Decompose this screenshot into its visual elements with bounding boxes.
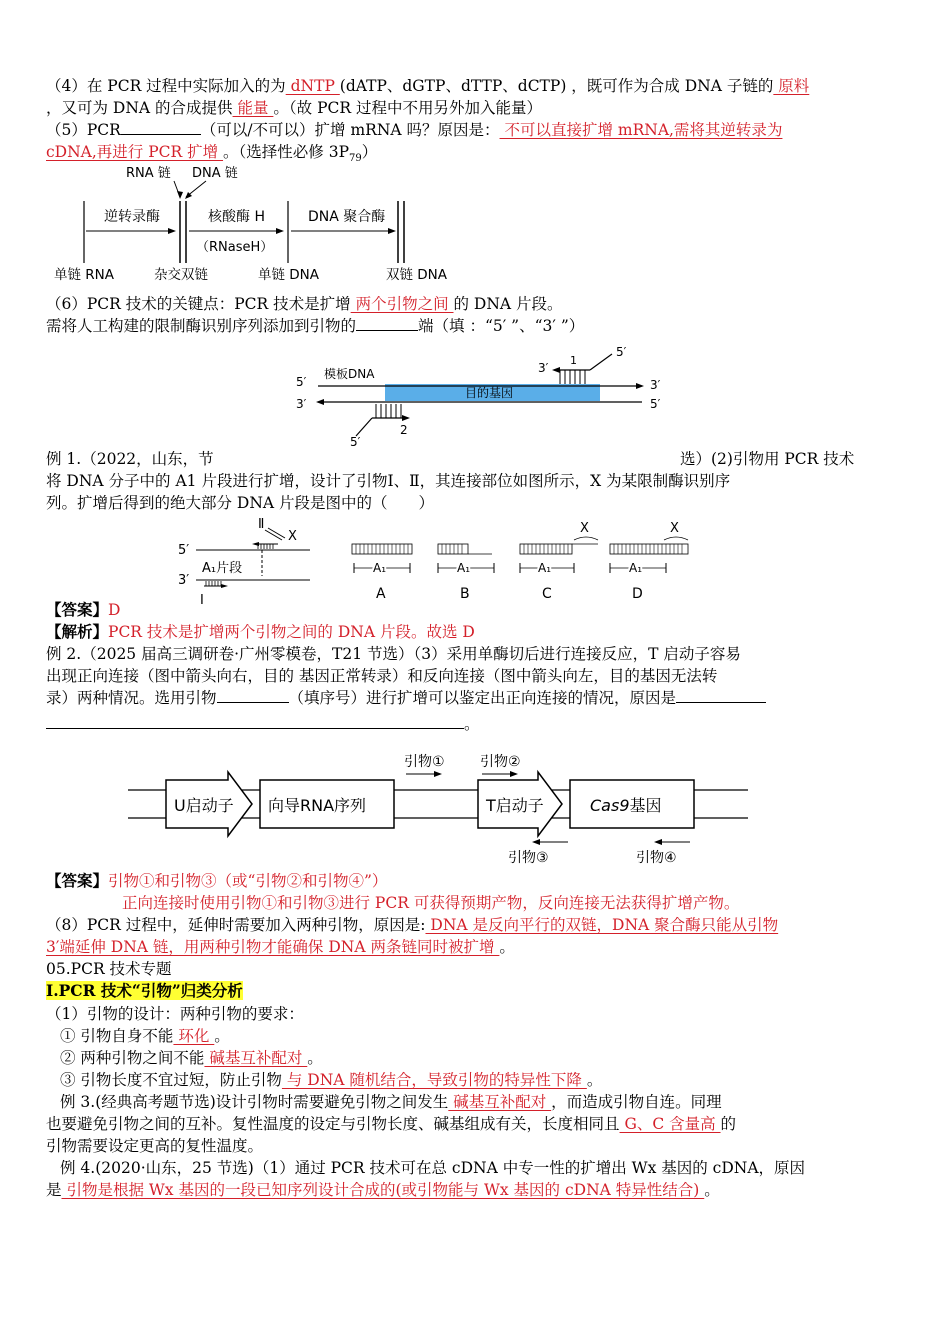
design-intro: （1）引物的设计：两种引物的要求： (46, 1005, 304, 1023)
fill-blank (46, 714, 464, 729)
ex2-line4: 。 (46, 713, 480, 735)
fill-blank (356, 316, 418, 331)
answer-energy: 能量 (232, 99, 274, 117)
ex2-answer: 【答案】引物①和引物③（或“引物②和引物④”） (46, 871, 388, 890)
ex1-figure (170, 514, 700, 606)
primer1-3-end: 3′ (538, 361, 549, 375)
option-d-a1: A₁ (629, 561, 643, 575)
fill-blank (676, 688, 766, 703)
primer-2-label: 引物② (480, 754, 521, 770)
a1-fragment-label: A₁片段 (202, 561, 243, 576)
primer-1-label: 引物① (404, 754, 445, 770)
ex1-explanation: 【解析】PCR 技术是扩增两个引物之间的 DNA 片段。故选 D (46, 622, 475, 641)
answer-cdna-pcr: cDNA,再进行 PCR 扩增 (46, 143, 224, 161)
state-single-rna: 单链 RNA (54, 267, 115, 283)
q8-line2: 3′端延伸 DNA 链，用两种引物才能确保 DNA 两条链同时被扩增 。 (46, 938, 515, 956)
design-item-2: ② 两种引物之间不能 碱基互补配对 。 (60, 1049, 323, 1067)
answer-reverse-transcribe: 不可以直接扩增 mRNA,需将其逆转录为 (499, 121, 783, 139)
u-promoter-label: U启动子 (174, 796, 234, 815)
ex2-line2: 出现正向连接（图中箭头向右，目的 基因正常转录）和反向连接（图中箭头向左，目的基因无法转 (46, 667, 718, 685)
ex3-line1: 例 3.(经典高考题节选)设计引物时需要避免引物之间发生 碱基互补配对 ，而造成引物自连。同理 (60, 1093, 722, 1111)
option-b-fragment (438, 544, 494, 602)
dna-chain-label: DNA 链 (192, 166, 238, 181)
option-d-x: X (670, 521, 679, 536)
ex2-vector-figure (128, 748, 748, 870)
option-b-a1: A₁ (457, 561, 471, 575)
answer-dntp: dNTP (285, 77, 340, 95)
restriction-x-label: X (288, 529, 297, 544)
primer-4-label: 引物④ (636, 850, 677, 866)
answer-raw-material: 原料 (773, 77, 810, 95)
primer-number-1: 1 (570, 354, 577, 367)
design-item-3: ③ 引物长度不宜过短，防止引物 与 DNA 随机结合，导致引物的特异性下降 。 (60, 1071, 603, 1089)
enzyme-rnase-h-sub: （RNaseH） (196, 240, 274, 255)
ex1-line2: 将 DNA 分子中的 A1 片段进行扩增，设计了引物Ⅰ、Ⅱ，其连接部位如图所示，X 为某限制酶识别序 (46, 472, 731, 490)
end-5-left: 5′ (296, 375, 307, 389)
q4-line1: （4）在 PCR 过程中实际加入的为 dNTP (dATP、dGTP、dTTP、dCTP) ，既可作为合成 DNA 子链的 原料 (46, 77, 810, 95)
option-d-fragment (610, 521, 688, 602)
q4-line2: ，又可为 DNA 的合成提供 能量 。（故 PCR 过程中不用另外加入能量） (46, 99, 542, 117)
template-dna-figure (290, 342, 670, 448)
primer1-5-end: 5′ (616, 345, 627, 359)
answer-between-primers: 两个引物之间 (350, 295, 454, 313)
ex4-line2: 是 引物是根据 Wx 基因的一段已知序列设计合成的(或引物能与 Wx 基因的 cDNA 特异性结合) 。 (46, 1181, 720, 1199)
reverse-transcription-figure (46, 163, 476, 288)
gene-label: 基因 (629, 796, 662, 815)
ex1-line1-right: 选）(2)引物用 PCR 技术 (680, 450, 855, 468)
answer-two-primers: 3′端延伸 DNA 链，用两种引物才能确保 DNA 两条链同时被扩增 (46, 938, 500, 956)
ex2-line3: 录）两种情况。选用引物 （填序号）进行扩增可以鉴定出正向连接的情况，原因是 (46, 687, 766, 709)
ex3-line2: 也要避免引物之间的互补。复性温度的设定与引物长度、碱基组成有关，长度相同且 G、C 含量高 的 (46, 1115, 737, 1133)
ex1-line3: 列。扩增后得到的绝大部分 DNA 片段是图中的（ ） (46, 494, 435, 512)
primer2-number: 2 (400, 423, 408, 437)
enzyme-reverse-transcriptase: 逆转录酶 (104, 209, 160, 225)
option-c-label: C (542, 586, 552, 602)
q5-line1: （5）PCR （可以/不可以）扩增 mRNA 吗？原因是： 不可以直接扩增 mRNA,需将其逆转录为 (46, 121, 783, 139)
primer-i-label: Ⅰ (200, 593, 204, 606)
state-hybrid: 杂交双链 (154, 267, 208, 283)
target-gene-label: 目的基因 (465, 386, 514, 400)
fill-blank (121, 120, 201, 135)
end-5-right: 5′ (650, 397, 661, 411)
state-single-dna: 单链 DNA (258, 267, 320, 283)
section-title: 05.PCR 技术专题 (46, 960, 172, 978)
state-double-dna: 双链 DNA (386, 267, 448, 283)
ex1-line1: 例 1.（2022，山东，节 (46, 450, 214, 468)
q8-line1: （8）PCR 过程中，延伸时需要加入两种引物，原因是: DNA 是反向平行的双链，DNA 聚合酶只能从引物 (46, 916, 779, 934)
cas9-label: Cas9 (590, 796, 630, 815)
section-heading: Ⅰ.PCR 技术“引物”归类分析 (46, 981, 243, 1000)
q6-line1: （6）PCR 技术的关键点：PCR 技术是扩增 两个引物之间 的 DNA 片段。 (46, 295, 563, 313)
q5-line2: cDNA,再进行 PCR 扩增 。（选择性必修 $3P_{79}$） (46, 143, 378, 165)
option-d-label: D (632, 586, 643, 602)
answer-antiparallel: DNA 是反向平行的双链，DNA 聚合酶只能从引物 (425, 916, 779, 934)
ex1-answer: 【答案】D (46, 600, 121, 619)
ex4-line1: 例 4.(2020·山东，25 节选)（1）通过 PCR 技术可在总 cDNA 中专一性的扩增出 Wx 基因的 cDNA，原因 (60, 1159, 806, 1177)
end3-label: 3′ (178, 573, 190, 588)
enzyme-dna-polymerase: DNA 聚合酶 (308, 209, 386, 225)
option-c-a1: A₁ (538, 561, 552, 575)
enzyme-rnase-h: 核酸酶 H (208, 209, 265, 225)
svg-text:Cas9基因 (590, 796, 662, 815)
option-a-fragment (352, 544, 412, 602)
primer-ii-label: Ⅱ (258, 517, 265, 532)
rna-chain-label: RNA 链 (126, 166, 171, 181)
ex2-answer-reason: 正向连接时使用引物①和引物③进行 PCR 可获得预期产物，反向连接无法获得扩增产物。 (122, 894, 740, 912)
option-a-a1: A₁ (373, 561, 387, 575)
end5-label: 5′ (178, 543, 190, 558)
option-c-fragment (520, 521, 598, 602)
ex2-line1: 例 2.（2025 届高三调研卷·广州零模卷，T21 节选）（3）采用单酶切后进行连接反应，T 启动子容易 (46, 645, 741, 663)
fill-blank (217, 688, 289, 703)
primer2-5-end: 5′ (350, 435, 361, 448)
end-3-right: 3′ (650, 378, 661, 392)
end-3-left: 3′ (296, 397, 307, 411)
option-a-label: A (376, 586, 386, 602)
template-dna-label: 模板DNA (324, 367, 375, 381)
ex3-line3: 引物需要设定更高的复性温度。 (46, 1137, 264, 1155)
q6-line2: 需将人工构建的限制酶识别序列添加到引物的 端（填 ：“5′ ”、“3′ ”） (46, 317, 585, 335)
guide-rna-label: 向导RNA序列 (268, 796, 367, 815)
t-promoter-label: T启动子 (486, 796, 544, 815)
primer-3-label: 引物③ (508, 850, 549, 866)
option-b-label: B (460, 586, 470, 602)
option-c-x: X (580, 521, 589, 536)
design-item-1: ① 引物自身不能 环化 。 (60, 1027, 230, 1045)
